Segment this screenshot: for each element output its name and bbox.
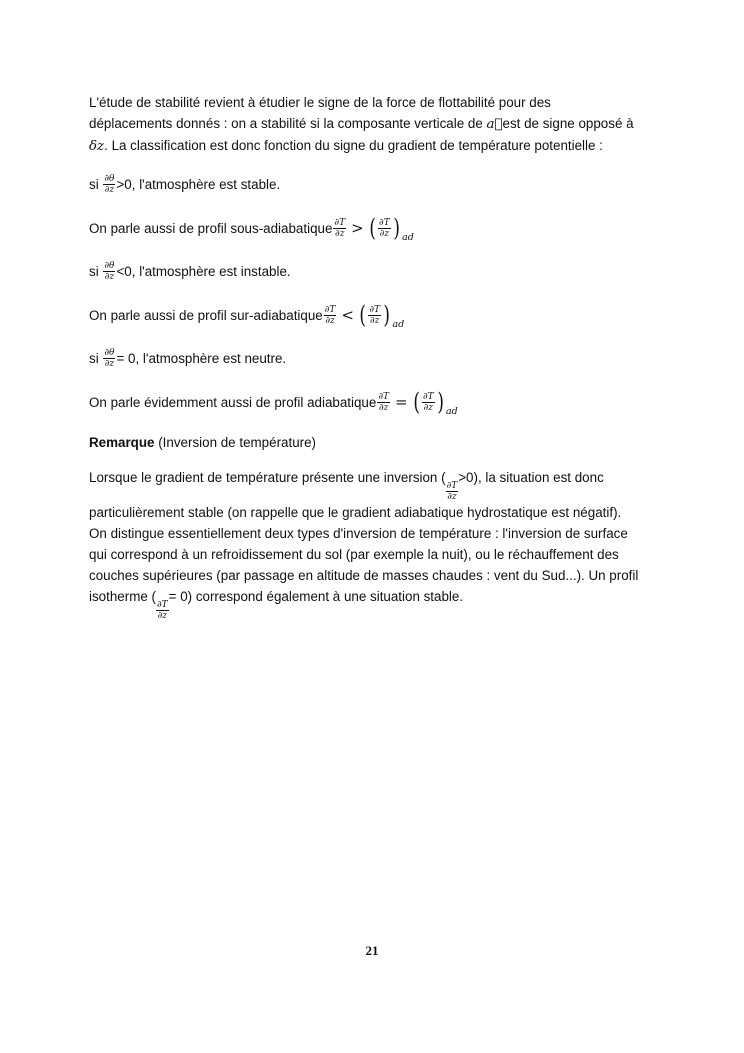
intro-line-1: L'étude de stabilité revient à étudier le signe de la force de flottabilité pour des — [89, 95, 551, 110]
frac-den: ∂z — [447, 492, 457, 502]
frac-num: ∂T — [324, 304, 336, 315]
frac-num: ∂T — [369, 304, 381, 315]
dT-dz-fraction — [156, 600, 169, 621]
frac-num: ∂T — [156, 600, 168, 610]
close-paren: ) — [383, 301, 390, 329]
remark-line-1a: Lorsque le gradient de température présente une inversion ( — [89, 470, 446, 485]
frac-num: ∂T — [446, 481, 458, 491]
page-content — [89, 92, 655, 621]
frac-den: ∂z — [335, 228, 345, 239]
dtheta-dz-fraction — [103, 348, 115, 369]
intro-line-2b: est de signe opposé à — [502, 116, 634, 131]
dtheta-dz-fraction — [103, 174, 115, 195]
stable-condition — [89, 171, 655, 197]
frac-den: ∂z — [104, 184, 115, 195]
frac-den: ∂z — [157, 611, 168, 621]
cond-suffix: <0, l'atmosphère est instable. — [116, 263, 291, 279]
dT-dz-fraction — [368, 305, 381, 326]
comparison-operator: > — [351, 218, 364, 237]
profile-text: On parle aussi de profil sur-adiabatique — [89, 307, 323, 323]
open-paren: ( — [369, 214, 376, 242]
subadiabatic-profile — [89, 211, 655, 245]
dT-dz-fraction — [422, 392, 435, 413]
adiabatic-gradient — [368, 214, 414, 243]
frac-den: ∂z — [423, 402, 433, 413]
frac-num: ∂θ — [104, 173, 115, 184]
vector-a: a⃗ — [486, 117, 503, 132]
frac-den: ∂z — [379, 228, 390, 239]
remark-line-5: couches supérieures (par passage en altitude de masses chaudes : vent du Sud...). Un profil — [89, 568, 639, 583]
cond-prefix: si — [89, 350, 99, 366]
dT-dz-fraction — [333, 218, 346, 239]
ad-subscript: ad — [402, 231, 414, 243]
dT-dz-fraction — [324, 305, 337, 326]
frac-num: ∂θ — [104, 260, 115, 271]
open-paren: ( — [412, 388, 420, 416]
cond-prefix: si — [89, 263, 99, 279]
cond-suffix: >0, l'atmosphère est stable. — [116, 176, 281, 192]
profile-text: On parle aussi de profil sous-adiabatique — [89, 220, 333, 236]
remark-line-6b: = 0) correspond également à une situation stable. — [168, 589, 464, 604]
profile-text: On parle évidemment aussi de profil adiabatique — [89, 394, 377, 410]
frac-den: ∂z — [104, 358, 115, 369]
dT-dz-fraction — [377, 392, 390, 413]
ad-subscript: ad — [446, 405, 458, 417]
remark-line-2: particulièrement stable (on rappelle que le gradient adiabatique hydrostatique est négatif). — [89, 505, 622, 520]
frac-num: ∂T — [334, 217, 346, 228]
frac-den: ∂z — [369, 315, 380, 326]
frac-num: ∂T — [378, 391, 389, 402]
remark-paragraph — [89, 467, 655, 621]
remark-line-3: On distingue essentiellement deux types d'inversion de température : l'inversion de surface — [89, 526, 628, 541]
neutral-condition — [89, 345, 655, 371]
comparison-operator: = — [395, 392, 408, 411]
delta-z: δz — [89, 139, 105, 154]
dT-dz-fraction — [446, 481, 459, 502]
remark-subtitle: (Inversion de température) — [154, 435, 317, 450]
remark-heading — [89, 432, 655, 453]
dT-dz-fraction — [378, 218, 391, 239]
cond-suffix: = 0, l'atmosphère est neutre. — [116, 350, 287, 366]
frac-den: ∂z — [378, 402, 389, 413]
frac-num: ∂θ — [104, 347, 115, 358]
page-number: 21 — [365, 943, 379, 958]
remark-line-4: qui correspond à un refroidissement du sol (par exemple la nuit), ou le réchauffement des — [89, 547, 619, 562]
adiabatic-gradient — [358, 301, 405, 330]
adiabatic-profile — [89, 385, 655, 419]
cond-prefix: si — [89, 176, 99, 192]
frac-den: ∂z — [104, 271, 115, 282]
frac-num: ∂T — [379, 217, 390, 228]
superadiabatic-profile — [89, 298, 655, 332]
remark-line-1b: >0), la situation est donc — [458, 470, 604, 485]
frac-num: ∂T — [422, 391, 434, 402]
remark-line-6a: isotherme ( — [89, 589, 156, 604]
intro-paragraph — [89, 92, 655, 157]
ad-subscript: ad — [392, 318, 405, 330]
adiabatic-gradient — [412, 388, 458, 417]
remark-label: Remarque — [89, 435, 155, 450]
close-paren: ) — [437, 388, 444, 416]
frac-den: ∂z — [325, 315, 335, 326]
close-paren: ) — [393, 214, 400, 242]
dtheta-dz-fraction — [103, 261, 115, 282]
open-paren: ( — [359, 301, 366, 329]
intro-line-2a: déplacements donnés : on a stabilité si la composante verticale de — [89, 116, 487, 131]
comparison-operator: < — [341, 305, 354, 324]
intro-line-3: . La classification est donc fonction du signe du gradient de température potentielle : — [104, 138, 603, 153]
unstable-condition — [89, 258, 655, 284]
